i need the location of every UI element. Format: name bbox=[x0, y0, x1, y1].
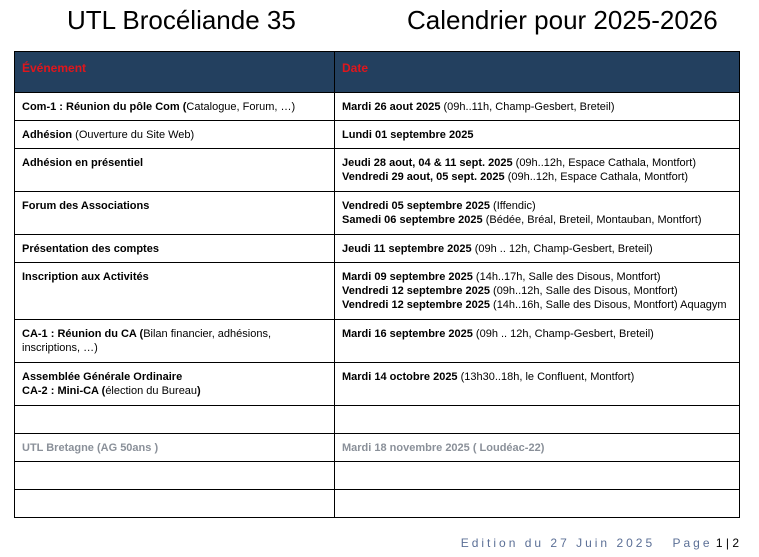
date-cell bbox=[335, 406, 740, 434]
event-bold-text: UTL Bretagne (AG 50ans ) bbox=[22, 442, 159, 454]
date-line bbox=[342, 441, 735, 455]
date-bold-text: Mardi 14 octobre 2025 bbox=[342, 371, 458, 383]
date-line bbox=[342, 199, 735, 213]
date-line bbox=[342, 284, 735, 298]
event-cell bbox=[15, 490, 335, 518]
date-cell bbox=[335, 320, 740, 363]
calendar-title: Calendrier pour 2025-2026 bbox=[407, 5, 718, 35]
date-bold-text: Lundi 01 septembre 2025 bbox=[342, 129, 474, 141]
event-detail-text: Bilan financier, adhésions, bbox=[143, 328, 272, 340]
table-row bbox=[15, 434, 740, 462]
table-body bbox=[15, 93, 740, 518]
event-line bbox=[22, 270, 330, 284]
table-row bbox=[15, 235, 740, 263]
event-bold-text: CA-1 : Réunion du CA ( bbox=[22, 328, 144, 340]
date-detail-text: (09h..11h, Champ-Gesbert, Breteil) bbox=[440, 101, 615, 113]
date-cell bbox=[335, 434, 740, 462]
date-line bbox=[342, 242, 735, 256]
table-row bbox=[15, 149, 740, 192]
date-bold-text: Jeudi 11 septembre 2025 bbox=[342, 243, 472, 255]
event-cell bbox=[15, 121, 335, 149]
event-cell bbox=[15, 263, 335, 320]
table-row bbox=[15, 93, 740, 121]
header-event bbox=[15, 52, 335, 93]
event-bold-text: Présentation des comptes bbox=[22, 243, 159, 255]
header-date bbox=[335, 52, 740, 93]
date-bold-text: Vendredi 12 septembre 2025 bbox=[342, 285, 490, 297]
date-cell bbox=[335, 192, 740, 235]
date-line bbox=[342, 327, 735, 341]
organization-title: UTL Brocéliande 35 bbox=[67, 5, 296, 35]
event-cell bbox=[15, 434, 335, 462]
date-cell bbox=[335, 490, 740, 518]
event-line bbox=[22, 128, 330, 142]
table-row bbox=[15, 121, 740, 149]
date-bold-text: Mardi 16 septembre 2025 bbox=[342, 328, 473, 340]
page-footer bbox=[461, 536, 739, 550]
table-header-row bbox=[15, 52, 740, 93]
event-detail-text: élection du Bureau bbox=[105, 385, 198, 397]
date-cell bbox=[335, 235, 740, 263]
date-detail-text: (09h .. 12h, Champ-Gesbert, Breteil) bbox=[472, 328, 654, 340]
header-date-label: Date bbox=[342, 61, 369, 75]
event-bold-text: Forum des Associations bbox=[22, 200, 150, 212]
date-bold-text: Jeudi 28 aout, 04 & 11 sept. 2025 bbox=[342, 157, 513, 169]
event-detail-text: inscriptions, …) bbox=[22, 342, 98, 354]
date-detail-text: (13h30..18h, le Confluent, Montfort) bbox=[457, 371, 635, 383]
date-line bbox=[342, 100, 735, 114]
page-number: 1 | 2 bbox=[715, 536, 739, 550]
header-event-label: Événement bbox=[22, 61, 87, 75]
event-cell bbox=[15, 149, 335, 192]
date-line bbox=[342, 270, 735, 284]
event-line bbox=[22, 327, 330, 341]
event-bold-text: Com-1 : Réunion du pôle Com ( bbox=[22, 101, 187, 113]
date-detail-text: (Bédée, Bréal, Breteil, Montauban, Montfort) bbox=[482, 214, 702, 226]
date-bold-text: Samedi 06 septembre 2025 bbox=[342, 214, 483, 226]
date-detail-text: (09h..12h, Salle des Disous, Montfort) bbox=[489, 285, 678, 297]
date-cell bbox=[335, 462, 740, 490]
event-bold-text: Adhésion en présentiel bbox=[22, 157, 144, 169]
event-cell bbox=[15, 462, 335, 490]
event-line bbox=[22, 441, 330, 455]
date-line bbox=[342, 156, 735, 170]
event-line bbox=[22, 242, 330, 256]
date-bold-text: Mardi 09 septembre 2025 bbox=[342, 271, 473, 283]
event-bold-text: ) bbox=[197, 385, 201, 397]
event-line bbox=[22, 341, 330, 355]
event-bold-text: Assemblée Générale Ordinaire bbox=[22, 371, 183, 383]
table-row bbox=[15, 363, 740, 406]
event-line bbox=[22, 384, 330, 398]
event-cell bbox=[15, 320, 335, 363]
date-cell bbox=[335, 149, 740, 192]
date-bold-text: Mardi 26 aout 2025 bbox=[342, 101, 441, 113]
date-line bbox=[342, 370, 735, 384]
table-row bbox=[15, 263, 740, 320]
date-cell bbox=[335, 263, 740, 320]
event-detail-text: Catalogue, Forum, …) bbox=[186, 101, 296, 113]
edition-date: Edition du 27 Juin 2025 bbox=[460, 536, 656, 550]
date-line bbox=[342, 213, 735, 227]
event-cell bbox=[15, 406, 335, 434]
table-row bbox=[15, 192, 740, 235]
event-bold-text: Adhésion bbox=[22, 129, 73, 141]
table-row bbox=[15, 462, 740, 490]
date-detail-text: (14h..16h, Salle des Disous, Montfort) Aquagym bbox=[489, 299, 727, 311]
date-line bbox=[342, 128, 735, 142]
date-bold-text: Vendredi 12 septembre 2025 bbox=[342, 299, 490, 311]
event-cell bbox=[15, 235, 335, 263]
event-cell bbox=[15, 363, 335, 406]
date-cell bbox=[335, 363, 740, 406]
date-cell bbox=[335, 121, 740, 149]
date-bold-text: Vendredi 29 aout, 05 sept. 2025 bbox=[342, 171, 505, 183]
event-line bbox=[22, 100, 330, 114]
date-line bbox=[342, 298, 735, 312]
table-row bbox=[15, 406, 740, 434]
date-detail-text: (09h .. 12h, Champ-Gesbert, Breteil) bbox=[471, 243, 653, 255]
date-line bbox=[342, 170, 735, 184]
event-line bbox=[22, 156, 330, 170]
date-detail-text: (14h..17h, Salle des Disous, Montfort) bbox=[472, 271, 661, 283]
events-table bbox=[14, 51, 740, 518]
event-line bbox=[22, 370, 330, 384]
event-cell bbox=[15, 93, 335, 121]
event-line bbox=[22, 199, 330, 213]
date-detail-text: (09h..12h, Espace Cathala, Montfort) bbox=[504, 171, 689, 183]
page-label: Page bbox=[672, 536, 713, 550]
event-detail-text: (Ouverture du Site Web) bbox=[72, 129, 195, 141]
event-cell bbox=[15, 192, 335, 235]
date-bold-text: Vendredi 05 septembre 2025 bbox=[342, 200, 490, 212]
date-cell bbox=[335, 93, 740, 121]
date-detail-text: (Iffendic) bbox=[489, 200, 536, 212]
table-row bbox=[15, 320, 740, 363]
date-detail-text: (09h..12h, Espace Cathala, Montfort) bbox=[512, 157, 697, 169]
date-bold-text: Mardi 18 novembre 2025 ( Loudéac-22) bbox=[342, 442, 545, 454]
table-row bbox=[15, 490, 740, 518]
event-bold-text: CA-2 : Mini-CA ( bbox=[22, 385, 106, 397]
event-bold-text: Inscription aux Activités bbox=[22, 271, 149, 283]
